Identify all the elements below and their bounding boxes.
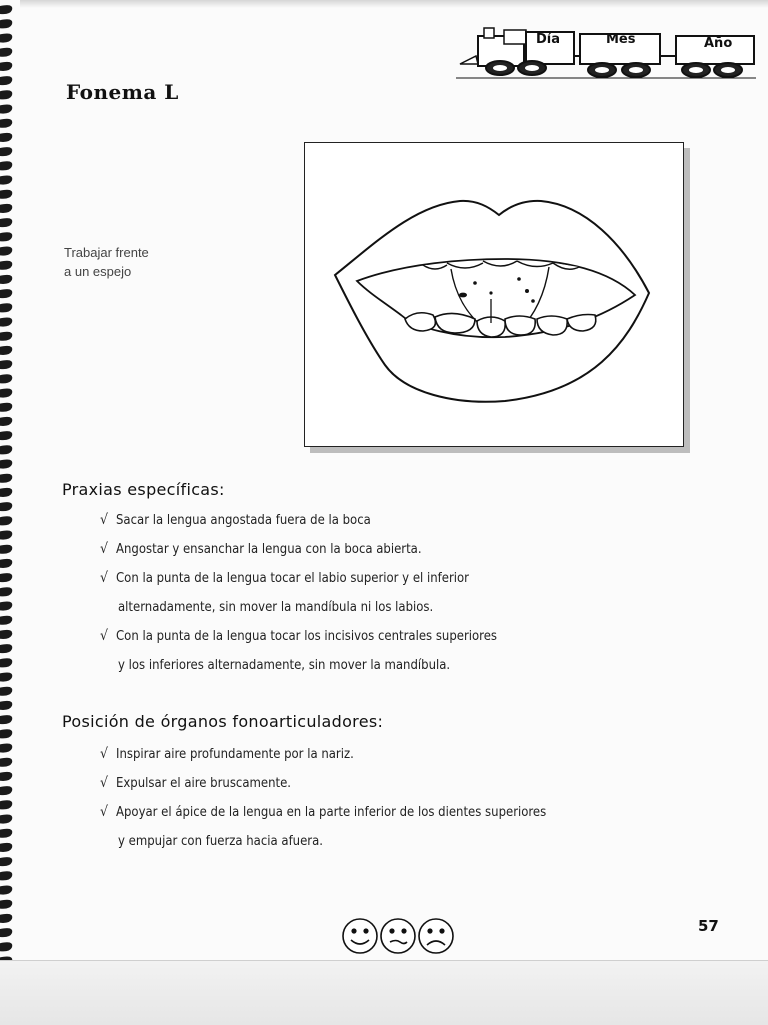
faces-rating: [340, 914, 456, 958]
train-label-ano: Año: [704, 36, 733, 51]
spiral-ring: [0, 346, 12, 355]
spiral-ring: [0, 303, 12, 312]
spiral-ring: [0, 744, 12, 753]
happy-face-icon[interactable]: [343, 919, 377, 953]
spiral-ring: [0, 19, 12, 28]
spiral-ring: [0, 218, 12, 227]
spiral-ring: [0, 772, 12, 781]
list-item: √ Con la punta de la lengua tocar el labio superior y el inferior alternadamente, sin mover la mandíbula ni los labios.: [100, 564, 497, 622]
list-item: √ Expulsar el aire bruscamente.: [100, 769, 546, 798]
spiral-ring: [0, 105, 12, 114]
spiral-ring: [0, 417, 12, 426]
spiral-ring: [0, 815, 12, 824]
spiral-ring: [0, 76, 12, 85]
check-icon: √: [100, 628, 109, 644]
spiral-ring: [0, 48, 12, 57]
check-icon: √: [100, 775, 109, 791]
check-icon: √: [100, 746, 109, 762]
spiral-ring: [0, 460, 12, 469]
spiral-ring: [0, 431, 12, 440]
mirror-note: [64, 243, 194, 281]
spiral-ring: [0, 261, 12, 270]
spiral-ring: [0, 119, 12, 128]
list-item: √ Angostar y ensanchar la lengua con la boca abierta.: [100, 535, 497, 564]
train-label-dia: Día: [536, 32, 561, 47]
spiral-ring: [0, 147, 12, 156]
spiral-ring: [0, 445, 12, 454]
list-item: √ Con la punta de la lengua tocar los incisivos centrales superiores y los inferiores alternadamente, sin mover la mandíbula.: [100, 622, 497, 680]
spiral-ring: [0, 559, 12, 568]
spiral-ring: [0, 630, 12, 639]
neutral-face-icon[interactable]: [381, 919, 415, 953]
praxias-list: [100, 506, 497, 680]
spiral-ring: [0, 786, 12, 795]
spiral-ring: [0, 942, 12, 951]
check-icon: √: [100, 512, 109, 528]
check-icon: √: [100, 570, 109, 586]
spiral-ring: [0, 687, 12, 696]
spiral-ring: [0, 360, 12, 369]
train-icon: [456, 22, 756, 84]
mirror-note-line: Trabajar frente: [64, 245, 149, 260]
spiral-ring: [0, 701, 12, 710]
posicion-heading: Posición de órganos fonoarticuladores:: [62, 712, 384, 731]
spiral-ring: [0, 389, 12, 398]
spiral-ring: [0, 616, 12, 625]
spiral-ring: [0, 545, 12, 554]
spiral-ring: [0, 800, 12, 809]
spiral-ring: [0, 673, 12, 682]
spiral-ring: [0, 204, 12, 213]
spiral-ring: [0, 928, 12, 937]
spiral-binding-icon: [0, 0, 20, 1024]
mouth-icon: [305, 143, 683, 446]
spiral-ring: [0, 247, 12, 256]
page-title: Fonema L: [66, 80, 179, 104]
check-icon: √: [100, 541, 109, 557]
spiral-ring: [0, 133, 12, 142]
list-item: √ Inspirar aire profundamente por la nariz.: [100, 740, 546, 769]
spiral-ring: [0, 332, 12, 341]
spiral-ring: [0, 914, 12, 923]
spiral-ring: [0, 62, 12, 71]
spiral-ring: [0, 318, 12, 327]
spiral-ring: [0, 90, 12, 99]
spiral-ring: [0, 715, 12, 724]
spiral-ring: [0, 573, 12, 582]
mouth-illustration: [304, 142, 684, 447]
spiral-ring: [0, 502, 12, 511]
spiral-ring: [0, 843, 12, 852]
spiral-ring: [0, 900, 12, 909]
spiral-ring: [0, 5, 12, 14]
spiral-ring: [0, 886, 12, 895]
spiral-ring: [0, 829, 12, 838]
spiral-ring: [0, 758, 12, 767]
spiral-ring: [0, 176, 12, 185]
spiral-ring: [0, 190, 12, 199]
page-bottom-edge: [0, 960, 768, 1025]
spiral-ring: [0, 474, 12, 483]
page-number: 57: [698, 917, 719, 935]
check-icon: √: [100, 804, 109, 820]
sad-face-icon[interactable]: [419, 919, 453, 953]
spiral-ring: [0, 374, 12, 383]
spiral-ring: [0, 289, 12, 298]
spiral-ring: [0, 34, 12, 43]
spiral-ring: [0, 161, 12, 170]
list-item: √ Apoyar el ápice de la lengua en la parte inferior de los dientes superiores y empujar con fuerza hacia afuera.: [100, 798, 546, 856]
spiral-ring: [0, 857, 12, 866]
spiral-ring: [0, 729, 12, 738]
spiral-ring: [0, 658, 12, 667]
spiral-ring: [0, 232, 12, 241]
spiral-ring: [0, 275, 12, 284]
mirror-note-line: a un espejo: [64, 264, 132, 279]
spiral-ring: [0, 587, 12, 596]
spiral-ring: [0, 531, 12, 540]
spiral-ring: [0, 644, 12, 653]
list-item: √ Sacar la lengua angostada fuera de la boca: [100, 506, 497, 535]
spiral-ring: [0, 403, 12, 412]
page-top-edge: [20, 0, 768, 8]
spiral-ring: [0, 871, 12, 880]
spiral-ring: [0, 488, 12, 497]
posicion-list: [100, 740, 546, 856]
train-label-mes: Mes: [606, 32, 636, 47]
spiral-ring: [0, 602, 12, 611]
spiral-ring: [0, 516, 12, 525]
praxias-heading: Praxias específicas:: [62, 480, 225, 499]
